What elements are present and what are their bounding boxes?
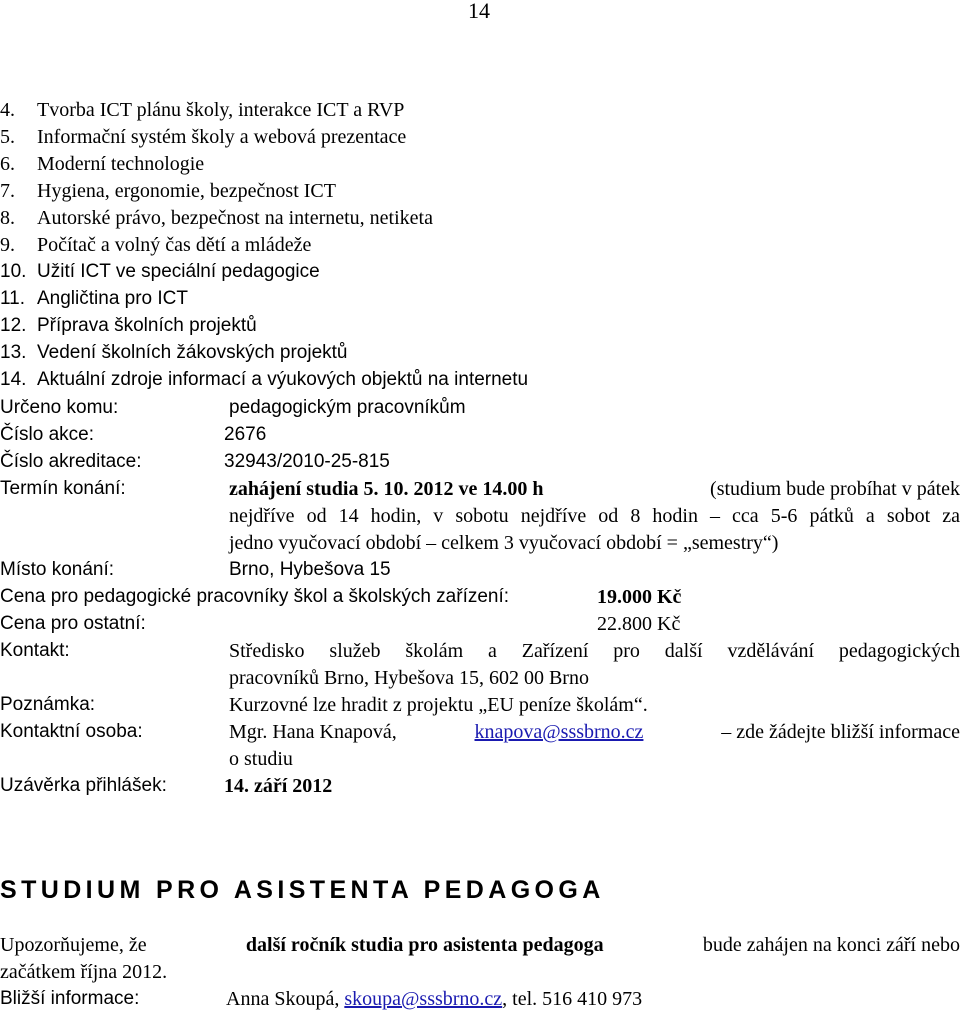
cena-ost-value: 22.800 Kč: [597, 613, 681, 635]
cena-ped-label: Cena pro pedagogické pracovníky škol a školských zařízení:: [0, 586, 510, 607]
info-contact: [226, 989, 642, 1009]
poznamka-value: Kurzovné lze hradit z projektu „EU peníze školám“.: [229, 694, 648, 716]
termin-line-2: nejdříve od 14 hodin, v sobotu nejdříve od 8 hodin – cca 5-6 pátků a sobot za: [229, 505, 960, 527]
akce-value: 2676: [224, 424, 267, 445]
info-label: Bližší informace:: [0, 988, 140, 1009]
termin-line-3: jedno vyučovací období – celkem 3 vyučovací období = „semestry“): [229, 532, 779, 554]
kontakt-line-2: pracovníků Brno, Hybešova 15, 602 00 Brno: [229, 667, 589, 689]
uzaverka-value: 14. září 2012: [224, 775, 333, 797]
info-phone: , tel. 516 410 973: [502, 988, 643, 1010]
info-email-link[interactable]: skoupa@sssbrno.cz: [344, 988, 503, 1010]
kontakt-line-1: Středisko služeb školám a Zařízení pro další vzdělávání pedagogických: [229, 640, 960, 662]
osoba-label: Kontaktní osoba:: [0, 721, 143, 742]
uzaverka-label: Uzávěrka přihlášek:: [0, 775, 167, 796]
termin-start: zahájení studia 5. 10. 2012 ve 14.00 h: [229, 478, 544, 500]
termin-line-1: [229, 479, 960, 499]
osoba-line-2: o studiu: [229, 748, 293, 770]
akreditace-value: 32943/2010-25-815: [224, 451, 390, 472]
osoba-name: Mgr. Hana Knapová,: [229, 721, 397, 743]
poznamka-label: Poznámka:: [0, 694, 96, 715]
akce-label: Číslo akce:: [0, 424, 94, 445]
termin-note: (studium bude probíhat v pátek: [710, 478, 960, 500]
cena-ped-value: 19.000 Kč: [597, 586, 682, 608]
osoba-note: – zde žádejte bližší informace: [721, 721, 960, 743]
akreditace-label: Číslo akreditace:: [0, 451, 142, 472]
cena-ost-label: Cena pro ostatní:: [0, 613, 146, 634]
notice-end: bude zahájen na konci září nebo: [702, 934, 960, 956]
notice-start: Upozorňujeme, že: [0, 934, 147, 956]
notice-line-2: začátkem října 2012.: [0, 961, 168, 983]
termin-label: Termín konání:: [0, 478, 126, 499]
section-heading: STUDIUM PRO ASISTENTA PEDAGOGA: [0, 876, 605, 904]
misto-value: Brno, Hybešova 15: [229, 559, 391, 580]
notice-line-1: [0, 935, 960, 955]
kontakt-label: Kontakt:: [0, 640, 70, 661]
osoba-email-link[interactable]: knapova@sssbrno.cz: [474, 721, 644, 743]
urceno-value: pedagogickým pracovníkům: [229, 397, 466, 418]
notice-bold: další ročník studia pro asistenta pedagoga: [245, 934, 604, 956]
osoba-line-1: [229, 722, 960, 742]
page-number: 14: [468, 0, 490, 23]
urceno-label: Určeno komu:: [0, 397, 119, 418]
info-name: Anna Skoupá,: [226, 988, 340, 1010]
misto-label: Místo konání:: [0, 559, 115, 580]
